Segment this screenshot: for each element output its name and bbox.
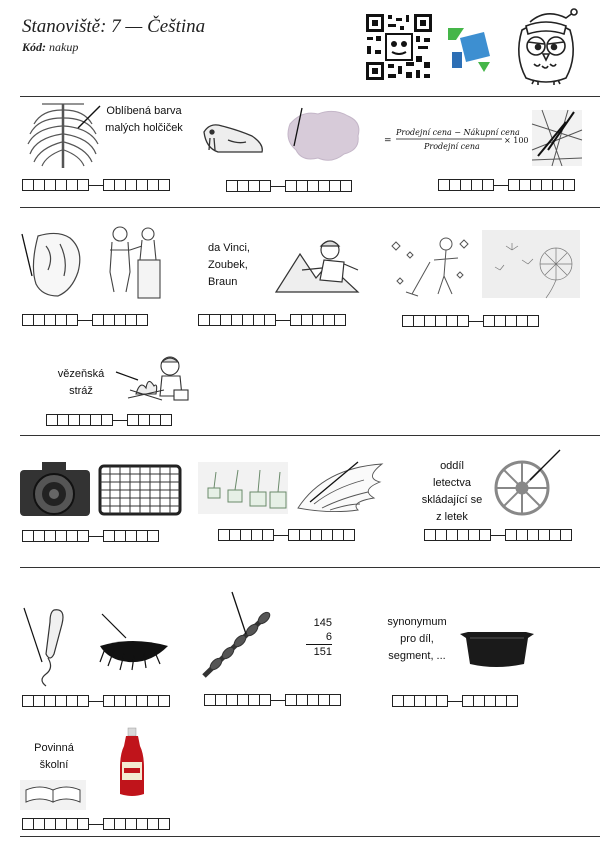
dressing-icon bbox=[18, 226, 88, 300]
letter-box[interactable] bbox=[67, 530, 78, 542]
letter-box[interactable] bbox=[78, 818, 89, 830]
letter-box[interactable] bbox=[517, 529, 528, 541]
letter-box[interactable] bbox=[104, 314, 115, 326]
letter-box[interactable] bbox=[243, 314, 254, 326]
answer-boxes[interactable] bbox=[46, 414, 172, 426]
letter-box[interactable] bbox=[238, 694, 249, 706]
letter-box[interactable] bbox=[265, 314, 276, 326]
letter-box[interactable] bbox=[322, 529, 333, 541]
word-connector bbox=[113, 420, 127, 421]
map-lines-icon bbox=[532, 110, 582, 166]
wing-icon bbox=[294, 458, 386, 518]
letter-box[interactable] bbox=[311, 529, 322, 541]
letter-box[interactable] bbox=[46, 414, 58, 426]
logo-icon bbox=[442, 22, 494, 74]
camera-icon bbox=[18, 458, 92, 522]
letter-box[interactable] bbox=[506, 315, 517, 327]
letter-box[interactable] bbox=[227, 694, 238, 706]
letter-box[interactable] bbox=[56, 818, 67, 830]
letter-box[interactable] bbox=[507, 695, 518, 707]
letter-box[interactable] bbox=[45, 530, 56, 542]
letter-box[interactable] bbox=[508, 179, 520, 191]
section-divider bbox=[20, 96, 600, 97]
letter-box[interactable] bbox=[218, 529, 230, 541]
formula-numerator: Prodejní cena − Nákupní cena bbox=[396, 128, 520, 137]
letter-box[interactable] bbox=[333, 529, 344, 541]
letter-box[interactable] bbox=[330, 694, 341, 706]
letter-box[interactable] bbox=[56, 314, 67, 326]
qr-code-icon bbox=[364, 12, 434, 82]
letter-box[interactable] bbox=[22, 695, 34, 707]
letter-box[interactable] bbox=[404, 695, 415, 707]
letter-box[interactable] bbox=[330, 180, 341, 192]
sum-result: 151 bbox=[306, 644, 332, 659]
code-label: Kód: bbox=[22, 40, 46, 54]
clue-mandatory-school: Povinná školní bbox=[34, 742, 74, 771]
letter-box[interactable] bbox=[67, 695, 78, 707]
letter-box[interactable] bbox=[78, 179, 89, 191]
letter-box[interactable] bbox=[103, 530, 115, 542]
letter-box[interactable] bbox=[232, 314, 243, 326]
letter-box[interactable] bbox=[103, 695, 115, 707]
letter-box[interactable] bbox=[469, 529, 480, 541]
clue-inventors: da Vinci, Zoubek, Braun bbox=[208, 242, 250, 288]
autumn-sweeper-icon bbox=[390, 232, 478, 298]
letter-box[interactable] bbox=[67, 179, 78, 191]
letter-box[interactable] bbox=[426, 695, 437, 707]
letter-box[interactable] bbox=[447, 529, 458, 541]
roasting-pan-icon bbox=[458, 624, 536, 670]
letter-box[interactable] bbox=[438, 179, 450, 191]
letter-box[interactable] bbox=[161, 414, 172, 426]
letter-box[interactable] bbox=[22, 818, 34, 830]
letter-box[interactable] bbox=[561, 529, 572, 541]
formula-denominator: Prodejní cena bbox=[424, 142, 480, 151]
letter-box[interactable] bbox=[495, 315, 506, 327]
letter-box[interactable] bbox=[103, 818, 115, 830]
letter-box[interactable] bbox=[344, 529, 355, 541]
letter-box[interactable] bbox=[238, 180, 249, 192]
section-divider bbox=[20, 836, 600, 837]
letter-box[interactable] bbox=[115, 530, 126, 542]
letter-box[interactable] bbox=[148, 695, 159, 707]
letter-box[interactable] bbox=[319, 694, 330, 706]
answer-boxes[interactable] bbox=[204, 694, 341, 706]
letter-box[interactable] bbox=[263, 529, 274, 541]
svg-text:=: = bbox=[384, 136, 392, 146]
answer-boxes[interactable] bbox=[218, 529, 355, 541]
letter-box[interactable] bbox=[204, 694, 216, 706]
letter-box[interactable] bbox=[517, 315, 528, 327]
letter-box[interactable] bbox=[480, 529, 491, 541]
letter-box[interactable] bbox=[34, 695, 45, 707]
letter-box[interactable] bbox=[230, 529, 241, 541]
letter-box[interactable] bbox=[458, 529, 469, 541]
letter-box[interactable] bbox=[462, 695, 474, 707]
letter-box[interactable] bbox=[402, 315, 414, 327]
letter-box[interactable] bbox=[56, 530, 67, 542]
letter-box[interactable] bbox=[148, 179, 159, 191]
letter-box[interactable] bbox=[127, 414, 139, 426]
section-divider bbox=[20, 207, 600, 208]
word-connector bbox=[469, 321, 483, 322]
camshaft-icon bbox=[196, 590, 280, 686]
letter-box[interactable] bbox=[67, 818, 78, 830]
letter-box[interactable] bbox=[137, 695, 148, 707]
letter-box[interactable] bbox=[461, 179, 472, 191]
sum-top: 145 bbox=[313, 617, 332, 629]
letter-box[interactable] bbox=[437, 695, 448, 707]
letter-box[interactable] bbox=[126, 314, 137, 326]
letter-box[interactable] bbox=[159, 818, 170, 830]
letter-box[interactable] bbox=[474, 695, 485, 707]
letter-box[interactable] bbox=[302, 314, 313, 326]
letter-box[interactable] bbox=[78, 530, 89, 542]
code-line bbox=[22, 40, 78, 55]
letter-box[interactable] bbox=[528, 529, 539, 541]
letter-box[interactable] bbox=[300, 529, 311, 541]
miner-icon bbox=[272, 234, 362, 296]
letter-box[interactable] bbox=[285, 180, 297, 192]
letter-box[interactable] bbox=[297, 180, 308, 192]
word-connector bbox=[448, 701, 462, 702]
letter-box[interactable] bbox=[550, 529, 561, 541]
word-connector bbox=[271, 186, 285, 187]
letter-box[interactable] bbox=[415, 695, 426, 707]
letter-box[interactable] bbox=[483, 179, 494, 191]
letter-box[interactable] bbox=[260, 180, 271, 192]
letter-box[interactable] bbox=[531, 179, 542, 191]
letter-box[interactable] bbox=[137, 179, 148, 191]
profit-formula bbox=[384, 126, 530, 152]
sum-middle: 6 bbox=[325, 631, 332, 643]
letter-box[interactable] bbox=[341, 180, 352, 192]
sum-numbers bbox=[306, 616, 332, 659]
word-connector bbox=[78, 320, 92, 321]
letter-box[interactable] bbox=[458, 315, 469, 327]
bacterium-icon bbox=[20, 604, 82, 688]
letter-box[interactable] bbox=[34, 530, 45, 542]
letter-box[interactable] bbox=[483, 315, 495, 327]
clue-synonym: synonymum pro díl, segment, ... bbox=[387, 616, 447, 662]
letter-box[interactable] bbox=[254, 314, 265, 326]
owl-mascot-icon bbox=[508, 6, 584, 86]
code-value: nakup bbox=[49, 40, 79, 54]
letter-box[interactable] bbox=[221, 314, 232, 326]
letter-box[interactable] bbox=[148, 818, 159, 830]
letter-box[interactable] bbox=[45, 695, 56, 707]
letter-box[interactable] bbox=[288, 529, 300, 541]
letter-box[interactable] bbox=[226, 180, 238, 192]
letter-box[interactable] bbox=[80, 414, 91, 426]
letter-box[interactable] bbox=[56, 695, 67, 707]
letter-box[interactable] bbox=[58, 414, 69, 426]
letter-box[interactable] bbox=[539, 529, 550, 541]
letter-box[interactable] bbox=[260, 694, 271, 706]
letter-box[interactable] bbox=[542, 179, 553, 191]
clue-air-unit: oddíl letectva skládající se z letek bbox=[421, 460, 483, 523]
letter-box[interactable] bbox=[424, 529, 436, 541]
answer-boxes[interactable] bbox=[392, 695, 518, 707]
letter-box[interactable] bbox=[69, 414, 80, 426]
answer-boxes[interactable] bbox=[424, 529, 572, 541]
letter-box[interactable] bbox=[126, 530, 137, 542]
letter-box[interactable] bbox=[159, 695, 170, 707]
letter-box[interactable] bbox=[249, 694, 260, 706]
letter-box[interactable] bbox=[34, 314, 45, 326]
open-book-icon bbox=[20, 780, 86, 810]
letter-box[interactable] bbox=[137, 314, 148, 326]
answer-boxes[interactable] bbox=[22, 695, 170, 707]
letter-box[interactable] bbox=[450, 179, 461, 191]
letter-box[interactable] bbox=[308, 180, 319, 192]
page-title: Stanoviště: 7 — Čeština bbox=[22, 16, 206, 37]
letter-box[interactable] bbox=[115, 314, 126, 326]
letter-box[interactable] bbox=[22, 530, 34, 542]
letter-box[interactable] bbox=[528, 315, 539, 327]
letter-box[interactable] bbox=[137, 530, 148, 542]
answer-boxes[interactable] bbox=[22, 530, 159, 542]
letter-box[interactable] bbox=[78, 695, 89, 707]
letter-box[interactable] bbox=[297, 694, 308, 706]
letter-box[interactable] bbox=[45, 314, 56, 326]
letter-box[interactable] bbox=[91, 414, 102, 426]
letter-box[interactable] bbox=[126, 179, 137, 191]
letter-box[interactable] bbox=[485, 695, 496, 707]
letter-box[interactable] bbox=[22, 179, 34, 191]
answer-boxes[interactable] bbox=[22, 179, 170, 191]
section-divider bbox=[20, 567, 600, 568]
word-connector bbox=[89, 185, 103, 186]
word-connector bbox=[491, 535, 505, 536]
letter-box[interactable] bbox=[148, 530, 159, 542]
letter-box[interactable] bbox=[159, 179, 170, 191]
letter-box[interactable] bbox=[102, 414, 113, 426]
letter-box[interactable] bbox=[198, 314, 210, 326]
letter-box[interactable] bbox=[216, 694, 227, 706]
answer-boxes[interactable] bbox=[22, 314, 148, 326]
answer-boxes[interactable] bbox=[226, 180, 352, 192]
clue-prison-guard: vězeňská stráž bbox=[57, 368, 105, 397]
campfire-guard-icon bbox=[116, 352, 192, 404]
letter-box[interactable] bbox=[45, 179, 56, 191]
letter-box[interactable] bbox=[92, 314, 104, 326]
letter-box[interactable] bbox=[22, 314, 34, 326]
word-connector bbox=[271, 700, 285, 701]
letter-box[interactable] bbox=[45, 818, 56, 830]
letter-box[interactable] bbox=[210, 314, 221, 326]
letter-box[interactable] bbox=[115, 179, 126, 191]
letter-box[interactable] bbox=[115, 695, 126, 707]
letter-box[interactable] bbox=[249, 180, 260, 192]
section-divider bbox=[20, 435, 600, 436]
walrus-icon bbox=[198, 118, 268, 156]
switzerland-map-icon bbox=[282, 104, 366, 166]
letter-box[interactable] bbox=[520, 179, 531, 191]
letter-box[interactable] bbox=[319, 180, 330, 192]
letter-box[interactable] bbox=[252, 529, 263, 541]
letter-box[interactable] bbox=[436, 315, 447, 327]
word-connector bbox=[274, 535, 288, 536]
mechanic-statue-icon bbox=[100, 220, 166, 302]
letter-box[interactable] bbox=[436, 529, 447, 541]
letter-box[interactable] bbox=[241, 529, 252, 541]
letter-box[interactable] bbox=[324, 314, 335, 326]
letter-box[interactable] bbox=[564, 179, 575, 191]
word-connector bbox=[494, 185, 508, 186]
letter-box[interactable] bbox=[505, 529, 517, 541]
answer-boxes[interactable] bbox=[198, 314, 346, 326]
word-connector bbox=[89, 701, 103, 702]
word-connector bbox=[89, 536, 103, 537]
letter-box[interactable] bbox=[414, 315, 425, 327]
letter-box[interactable] bbox=[425, 315, 436, 327]
letter-box[interactable] bbox=[126, 695, 137, 707]
word-connector bbox=[89, 824, 103, 825]
letter-box[interactable] bbox=[313, 314, 324, 326]
letter-box[interactable] bbox=[103, 179, 115, 191]
letter-box[interactable] bbox=[447, 315, 458, 327]
word-connector bbox=[276, 320, 290, 321]
net-icon bbox=[96, 460, 184, 520]
letter-box[interactable] bbox=[137, 818, 148, 830]
answer-boxes[interactable] bbox=[438, 179, 575, 191]
scoops-icon bbox=[198, 462, 288, 514]
letter-box[interactable] bbox=[150, 414, 161, 426]
letter-box[interactable] bbox=[553, 179, 564, 191]
dandelion-icon bbox=[482, 230, 580, 298]
letter-box[interactable] bbox=[67, 314, 78, 326]
letter-box[interactable] bbox=[308, 694, 319, 706]
letter-box[interactable] bbox=[34, 179, 45, 191]
letter-box[interactable] bbox=[335, 314, 346, 326]
letter-box[interactable] bbox=[126, 818, 137, 830]
letter-box[interactable] bbox=[115, 818, 126, 830]
wheel-icon bbox=[492, 448, 562, 522]
letter-box[interactable] bbox=[34, 818, 45, 830]
answer-boxes[interactable] bbox=[402, 315, 539, 327]
letter-box[interactable] bbox=[472, 179, 483, 191]
formula-factor: × 100 bbox=[504, 136, 529, 145]
ketchup-icon bbox=[118, 728, 146, 798]
letter-box[interactable] bbox=[290, 314, 302, 326]
letter-box[interactable] bbox=[392, 695, 404, 707]
clue-favorite-color: Oblíbená barva malých holčiček bbox=[105, 105, 183, 134]
letter-box[interactable] bbox=[496, 695, 507, 707]
answer-boxes[interactable] bbox=[22, 818, 170, 830]
eyelash-icon bbox=[96, 610, 172, 672]
letter-box[interactable] bbox=[139, 414, 150, 426]
letter-box[interactable] bbox=[56, 179, 67, 191]
ribcage-icon bbox=[22, 100, 104, 170]
letter-box[interactable] bbox=[285, 694, 297, 706]
